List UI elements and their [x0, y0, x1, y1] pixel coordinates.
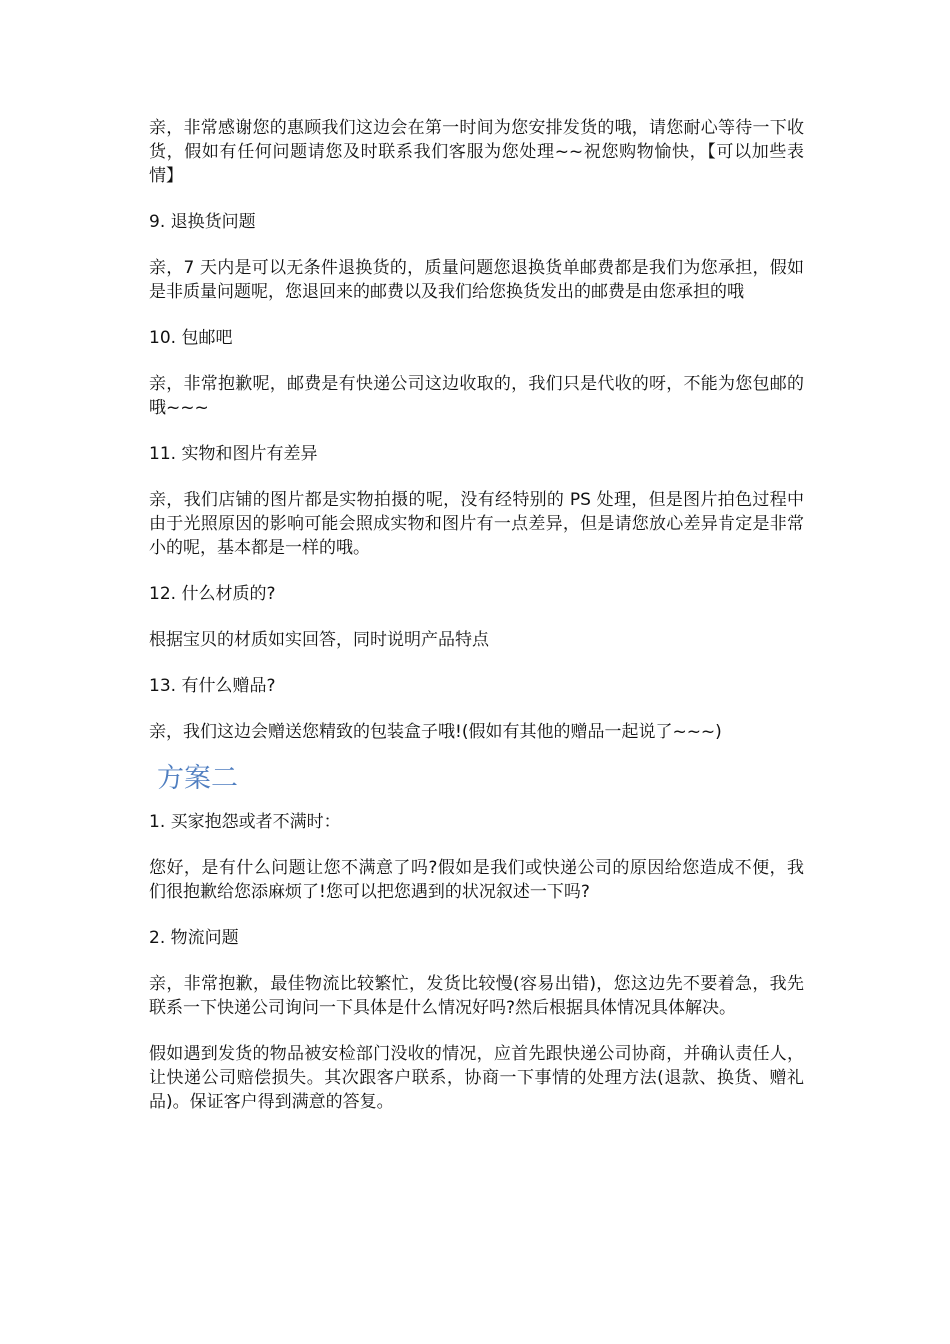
- paragraph-11: 亲，我们店铺的图片都是实物拍摄的呢，没有经特别的 PS 处理，但是图片拍色过程中由于光照原因的影响可能会照成实物和图片有一点差异，但是请您放心差异肯定是非常小的呢，基本都是一样的哦。: [149, 490, 804, 558]
- heading-12: 12. 什么材质的?: [149, 584, 276, 604]
- document-page: [149, 116, 804, 1114]
- heading-11: 11. 实物和图片有差异: [149, 444, 318, 464]
- paragraph-s2-2b: 假如遇到发货的物品被安检部门没收的情况，应首先跟快递公司协商，并确认责任人，让快递公司赔偿损失。其次跟客户联系，协商一下事情的处理方法(退款、换货、赠礼品)。保证客户得到满意的答复。: [149, 1044, 804, 1112]
- paragraph-s2-2a: 亲，非常抱歉，最佳物流比较繁忙，发货比较慢(容易出错)，您这边先不要着急，我先联系一下快递公司询问一下具体是什么情况好吗?然后根据具体情况具体解决。: [149, 974, 804, 1018]
- paragraph-s2-1: 您好，是有什么问题让您不满意了吗?假如是我们或快递公司的原因给您造成不便，我们很抱歉给您添麻烦了!您可以把您遇到的状况叙述一下吗?: [149, 858, 804, 902]
- heading-s2-2: 2. 物流问题: [149, 928, 239, 948]
- heading-13: 13. 有什么赠品?: [149, 676, 276, 696]
- heading-10: 10. 包邮吧: [149, 328, 233, 348]
- section-title-plan-two: 方案二: [157, 763, 238, 794]
- paragraph-12: 根据宝贝的材质如实回答，同时说明产品特点: [149, 630, 489, 650]
- heading-9: 9. 退换货问题: [149, 212, 256, 232]
- paragraph-9: 亲，7 天内是可以无条件退换货的，质量问题您退换货单邮费都是我们为您承担，假如是非质量问题呢，您退回来的邮费以及我们给您换货发出的邮费是由您承担的哦: [149, 258, 804, 302]
- paragraph-intro: 亲，非常感谢您的惠顾我们这边会在第一时间为您安排发货的哦，请您耐心等待一下收货，假如有任何问题请您及时联系我们客服为您处理~~祝您购物愉快，【可以加些表情】: [149, 118, 804, 186]
- paragraph-10: 亲，非常抱歉呢，邮费是有快递公司这边收取的，我们只是代收的呀，不能为您包邮的哦~~~: [149, 374, 804, 418]
- heading-s2-1: 1. 买家抱怨或者不满时：: [149, 812, 341, 832]
- paragraph-13: 亲，我们这边会赠送您精致的包装盒子哦!(假如有其他的赠品一起说了~~~): [149, 722, 722, 742]
